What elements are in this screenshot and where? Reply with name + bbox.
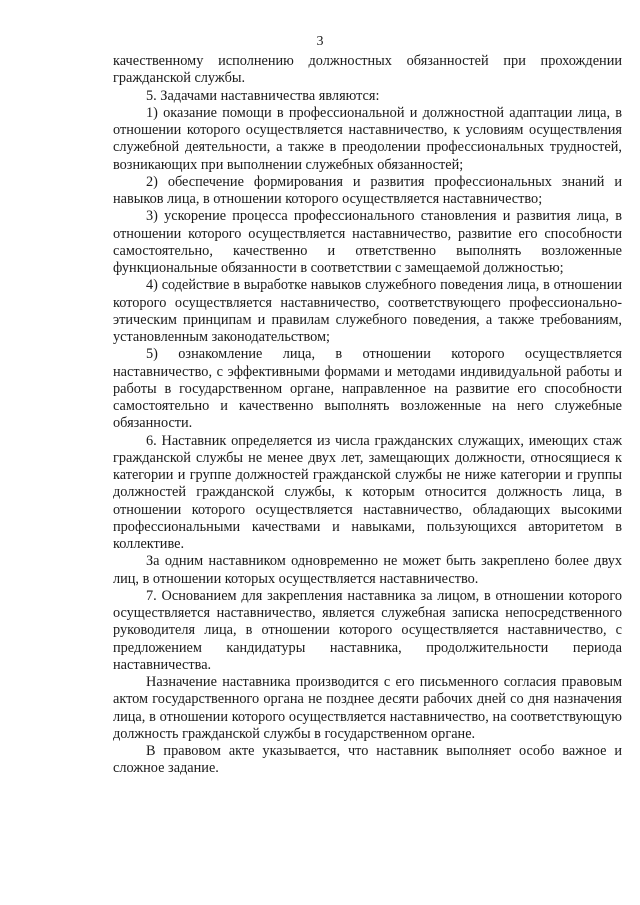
paragraph-subitem-1: 1) оказание помощи в профессиональной и должностной адаптации лица, в отношении которого осуществляется наставничество, к условиям осуществления служебной деятельности, а также в преодолении профессиональных трудностей, возникающих при выполнении служебных обязанностей; <box>113 104 622 173</box>
paragraph-item-6-limit: За одним наставником одновременно не может быть закреплено более двух лиц, в отношении которых осуществляется наставничество. <box>113 553 622 587</box>
paragraph-subitem-4: 4) содействие в выработке навыков служебного поведения лица, в отношении которого осуществляется наставничество, соответствующего профессионально-этическим принципам и правилам служебного поведения, а также требованиям, установленным законодательством; <box>113 277 622 345</box>
paragraph-item-7-legal-act: В правовом акте указывается, что наставник выполняет особо важное и сложное задание. <box>113 743 622 777</box>
paragraph-subitem-2: 2) обеспечение формирования и развития профессиональных знаний и навыков лица, в отношении которого осуществляется наставничество; <box>113 173 622 207</box>
document-body <box>113 53 622 778</box>
paragraph-subitem-3: 3) ускорение процесса профессионального становления и развития лица, в отношении которого осуществляется наставничество, развитие его способности самостоятельно, качественно и ответственно выполнять возложенные функциональные обязанности в соответствии с замещаемой должностью; <box>113 208 622 276</box>
paragraph-subitem-5: 5) ознакомление лица, в отношении которого осуществляется наставничество, с эффективными формами и методами индивидуальной работы и работы в государственном органе, направленное на развитие его способности самостоятельно и качественно выполнять возложенные на него служебные обязанности. <box>113 346 622 432</box>
paragraph-item-6: 6. Наставник определяется из числа гражданских служащих, имеющих стаж гражданской службы не менее двух лет, замещающих должности, относящиеся к категории и группе должностей гражданской службы не ниже категории и группы должностей гражданской службы, к которым относится должность лица, в отношении которого осуществляется наставничество, обладающих высокими профессиональными качествами и навыками, пользующихся авторитетом в коллективе. <box>113 432 622 552</box>
page-number: 3 <box>316 34 324 49</box>
paragraph-item-5-heading: 5. Задачами наставничества являются: <box>146 87 380 104</box>
paragraph-item-7-appointment: Назначение наставника производится с его письменного согласия правовым актом государственного органа не позднее десяти рабочих дней со дня назначения лица, в отношении которого осуществляется наставничество, на соответствующую должность гражданской службы в государственном органе. <box>113 674 622 742</box>
paragraph-item-7: 7. Основанием для закрепления наставника за лицом, в отношении которого осуществляется наставничество, является служебная записка непосредственного руководителя лица, в отношении которого осуществляется наставничество, с предложением кандидатуры наставника, продолжительности периода наставничества. <box>113 587 622 673</box>
paragraph-continuation: качественному исполнению должностных обязанностей при прохождении гражданской службы. <box>113 53 622 87</box>
